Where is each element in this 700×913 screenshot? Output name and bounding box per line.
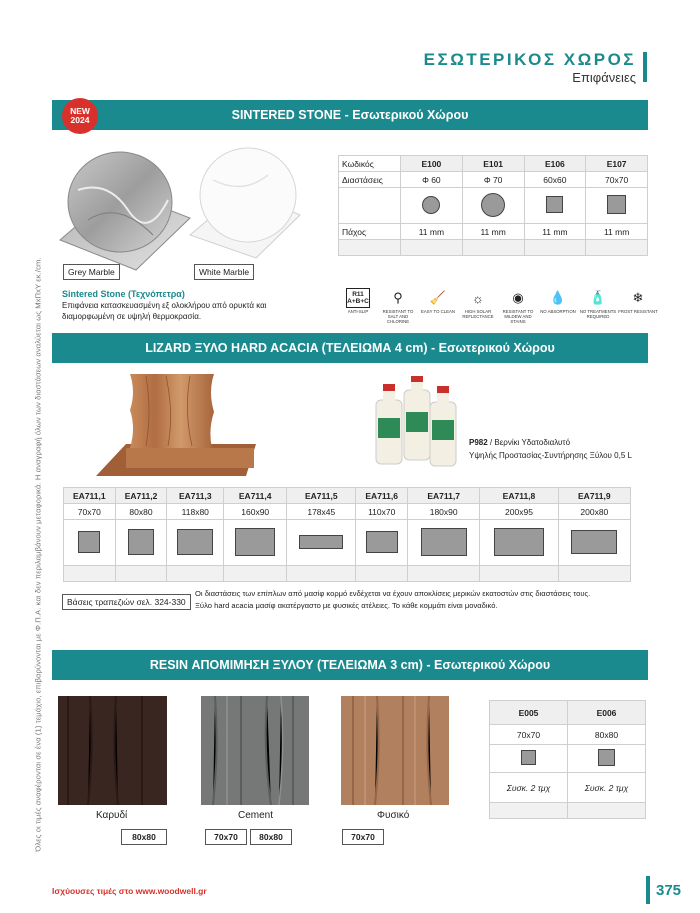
feature-frost xyxy=(618,288,658,324)
acacia-slab-image xyxy=(96,372,258,478)
feature-label: NO TREATMENTS REQUIRED xyxy=(579,309,617,319)
square-70-shape xyxy=(607,195,626,214)
natural-swatch xyxy=(341,696,449,805)
size-shape xyxy=(521,750,536,765)
section-lizard-acacia-title: LIZARD ΞΥΛΟ HARD ACACIA (ΤΕΛΕΙΩΜΑ 4 cm) - Εσωτερικού Χώρου xyxy=(52,333,648,363)
dims-cell: Φ 60 xyxy=(401,172,463,188)
resin-spec-table xyxy=(489,700,646,819)
section-resin-title: RESIN ΑΠΟΜΙΜΗΣΗ ΞΥΛΟΥ (ΤΕΛΕΙΩΜΑ 3 cm) - Εσωτερικού Χώρου xyxy=(52,650,648,680)
category-title: ΕΣΩΤΕΡΙΚΟΣ ΧΩΡΟΣ xyxy=(423,50,636,69)
code-cell: E107 xyxy=(586,156,648,172)
feature-anti-slip xyxy=(338,288,378,324)
dims-cell: 80x80 xyxy=(115,504,167,520)
code-cell: EA711,6 xyxy=(356,488,408,504)
code-cell: EA711,7 xyxy=(408,488,480,504)
dims-cell: 200x95 xyxy=(480,504,558,520)
badge-line-2: 2024 xyxy=(70,115,90,125)
sun-icon: ☼ xyxy=(472,290,484,306)
walnut-swatch xyxy=(58,696,167,805)
thickness-header: Πάχος xyxy=(339,224,401,240)
round-70-shape xyxy=(481,193,505,217)
side-legal-note: Όλες οι τιμές αναφέρονται σε ένα (1) τεμάχιο, επιβαρύνονται με Φ.Π.Α. και δεν περιλαμβάνουν μεταφορικά. Η αναγραφή όλων των διαστάσεων αναλύεται ως ΜxΠxΥ εκ./cm. xyxy=(33,257,43,852)
code-cell: E005 xyxy=(490,701,568,725)
feature-label: RESISTANT TO MILDEW AND STAINS xyxy=(502,309,534,324)
badge-line-1: NEW xyxy=(70,106,90,116)
code-cell: EA711,2 xyxy=(115,488,167,504)
white-marble-label: White Marble xyxy=(194,264,254,280)
grey-marble-label: Grey Marble xyxy=(63,264,120,280)
feature-label: EASY TO CLEAN xyxy=(421,309,455,314)
code-cell: EA711,1 xyxy=(64,488,116,504)
varnish-name: / Βερνίκι Υδατοδιαλυτό xyxy=(489,438,571,447)
feature-mildew xyxy=(498,288,538,324)
sintered-desc-title: Sintered Stone (Τεχνόπετρα) xyxy=(62,289,185,299)
square-60-shape xyxy=(546,196,563,213)
cement-label: Cement xyxy=(238,810,274,821)
clean-icon: 🧹 xyxy=(429,290,447,305)
section-sintered-stone-title: SINTERED STONE - Εσωτερικού Χώρου xyxy=(52,100,648,130)
natural-label: Φυσικό xyxy=(377,810,410,821)
size-shape xyxy=(128,529,154,555)
acacia-spec-table xyxy=(63,487,631,582)
grey-marble-image xyxy=(58,140,198,275)
cement-size-tag: 80x80 xyxy=(250,829,292,845)
code-cell: E100 xyxy=(401,156,463,172)
cement-size-tag: 70x70 xyxy=(205,829,247,845)
dims-cell: 110x70 xyxy=(356,504,408,520)
dims-cell: 160x90 xyxy=(224,504,287,520)
thickness-cell: 11 mm xyxy=(586,224,648,240)
acacia-note-2: Ξύλο hard acacia μασίφ ακατέργαστο με φυσικές ατέλειες. Το κάθε κομμάτι είναι μοναδικό. xyxy=(195,601,498,610)
feature-sun xyxy=(458,288,498,324)
size-shape xyxy=(494,528,544,556)
dims-cell: 178x45 xyxy=(287,504,356,520)
feature-icons xyxy=(338,288,658,324)
code-cell: EA711,3 xyxy=(167,488,224,504)
size-shape xyxy=(571,530,617,554)
pack-cell: Συσκ. 2 τμχ xyxy=(490,773,568,803)
varnish-desc: Υψηλής Προστασίας-Συντήρησης Ξύλου 0,5 L xyxy=(469,451,632,460)
spray-icon: 🧴 xyxy=(589,290,607,305)
varnish-code: P982 xyxy=(469,438,488,447)
code-header: Κωδικός xyxy=(339,156,401,172)
feature-label: ANTI-SLIP xyxy=(347,309,369,314)
size-shape xyxy=(177,529,213,555)
code-cell: E106 xyxy=(524,156,586,172)
feature-treatments xyxy=(578,288,618,324)
page-number: 375 xyxy=(646,876,700,904)
header-accent-bar xyxy=(643,52,647,82)
size-shape xyxy=(299,535,343,549)
r11-icon: R11 A+B+C xyxy=(346,288,370,308)
mildew-icon: ◉ xyxy=(512,290,524,305)
round-60-shape xyxy=(422,196,440,214)
feature-salt xyxy=(378,288,418,324)
walnut-label: Καρυδί xyxy=(96,810,128,821)
feature-label: RESISTANT TO SALT AND CHLORINE xyxy=(382,309,414,324)
size-shape xyxy=(235,528,275,556)
dims-cell: 200x80 xyxy=(558,504,630,520)
dims-cell: 80x80 xyxy=(568,725,646,745)
code-cell: E006 xyxy=(568,701,646,725)
dims-cell: Φ 70 xyxy=(462,172,524,188)
sintered-desc-line-1: Επιφάνεια κατασκευασμένη εξ ολοκλήρου από ορυκτά και xyxy=(62,301,267,310)
code-cell: EA711,8 xyxy=(480,488,558,504)
code-cell: E101 xyxy=(462,156,524,172)
natural-size-tag: 70x70 xyxy=(342,829,384,845)
feature-label: NO ABSORPTION xyxy=(540,309,576,314)
dims-header: Διαστάσεις xyxy=(339,172,401,188)
feature-clean xyxy=(418,288,458,324)
feature-label: FROST RESISTANT xyxy=(618,309,658,314)
dims-cell: 118x80 xyxy=(167,504,224,520)
dims-cell: 180x90 xyxy=(408,504,480,520)
walnut-size-tag: 80x80 xyxy=(121,829,167,845)
footer-website-note: Ισχύουσες τιμές στο www.woodwell.gr xyxy=(52,886,207,896)
code-cell: EA711,9 xyxy=(558,488,630,504)
drop-icon: 💧 xyxy=(549,290,567,305)
pack-cell: Συσκ. 2 τμχ xyxy=(568,773,646,803)
varnish-product xyxy=(469,437,570,448)
frost-icon: ❄ xyxy=(632,290,644,305)
varnish-bottles-image xyxy=(374,376,460,472)
size-shape xyxy=(366,531,398,553)
thickness-cell: 11 mm xyxy=(524,224,586,240)
dims-cell: 70x70 xyxy=(490,725,568,745)
new-2024-badge xyxy=(62,98,98,134)
category-subtitle: Επιφάνειες xyxy=(572,70,636,85)
thickness-cell: 11 mm xyxy=(401,224,463,240)
table-bases-link[interactable]: Βάσεις τραπεζιών σελ. 324-330 xyxy=(62,594,191,610)
feature-label: HIGH SOLAR REFLECTANCE xyxy=(462,309,494,319)
feature-absorption xyxy=(538,288,578,324)
thickness-cell: 11 mm xyxy=(462,224,524,240)
cement-swatch xyxy=(201,696,309,805)
dims-cell: 60x60 xyxy=(524,172,586,188)
acacia-note-1: Οι διαστάσεις των επίπλων από μασίφ κορμό ενδέχεται να έχουν αποκλίσεις μερικών εκατοστών στις διαστάσεις τους. xyxy=(195,589,591,598)
size-shape xyxy=(421,528,467,556)
sintered-desc-line-2: διαμορφωμένη σε υψηλή θερμοκρασία. xyxy=(62,312,202,321)
sintered-spec-table xyxy=(338,155,648,256)
salt-icon: ⚲ xyxy=(393,290,403,305)
code-cell: EA711,4 xyxy=(224,488,287,504)
code-cell: EA711,5 xyxy=(287,488,356,504)
dims-cell: 70x70 xyxy=(586,172,648,188)
size-shape xyxy=(78,531,100,553)
dims-cell: 70x70 xyxy=(64,504,116,520)
size-shape xyxy=(598,749,615,766)
white-marble-image xyxy=(188,140,303,260)
